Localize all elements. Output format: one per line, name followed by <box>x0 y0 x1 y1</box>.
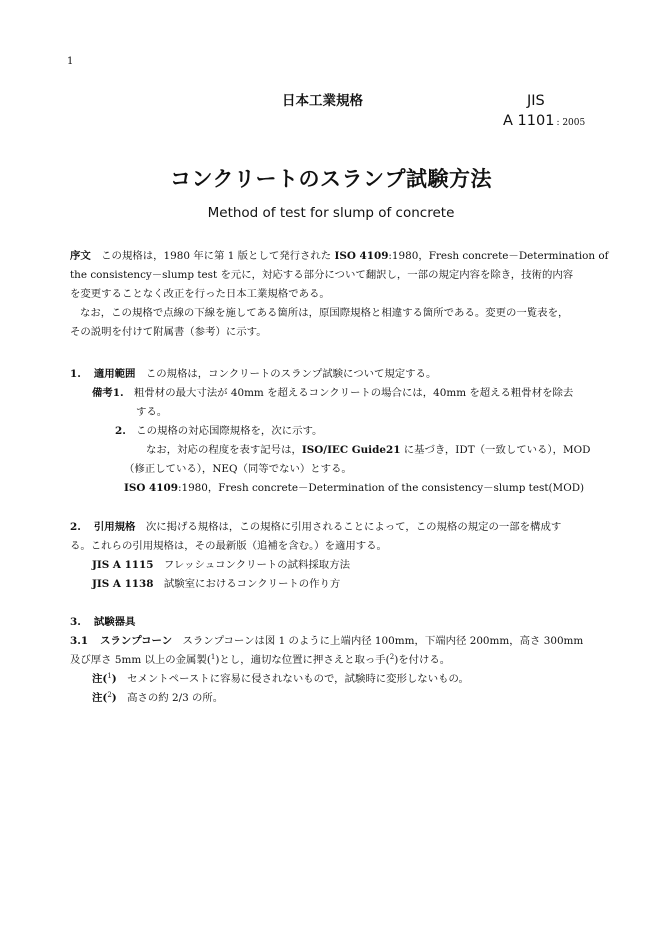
standard-type-label: 日本工業規格 <box>282 93 363 109</box>
section-3-1-line-1: 3.1 スランプコーン スランプコーンは図 1 のように上端内径 100mm，下端内径 200mm，高さ 300mm <box>70 635 584 647</box>
footnote: 注($^1$) セメントペーストに容易に侵されないもので，試験時に変形しないもの。 <box>92 672 469 685</box>
section-1-note-1-cont: する。 <box>136 406 168 418</box>
page-subtitle: Method of test for slump of concrete <box>207 205 455 221</box>
section-3-heading: 3. 試験器具 <box>70 616 136 628</box>
foreword-line-4: なお，この規格で点線の下線を施してある箇所は，原国際規格と相違する箇所である。変更の一覧表を， <box>80 307 569 319</box>
standard-number <box>503 114 585 129</box>
footnote: 注($^2$) 高さの約 2/3 の所。 <box>92 691 224 704</box>
foreword-line-3: を変更することなく改正を行った日本工業規格である。 <box>70 288 330 300</box>
foreword-line-1: 序文 この規格は，1980 年に第 1 版として発行された ISO 4109:1980，Fresh concrete－Determination of <box>70 250 609 262</box>
reference-item: JIS A 1138 試験室におけるコンクリートの作り方 <box>92 578 341 590</box>
section-1-heading: 1. 適用範囲 この規格は，コンクリートのスランプ試験について規定する。 <box>70 368 437 380</box>
section-1-note-1: 備考1. 粗骨材の最大寸法が 40mm を超えるコンクリートの場合には，40mm を超える粗骨材を除去 <box>92 387 574 399</box>
section-2-heading: 2. 引用規格 次に掲げる規格は，この規格に引用されることによって，この規格の規定の一部を構成す <box>70 521 562 533</box>
standard-year: : 2005 <box>556 118 586 128</box>
iso-reference: ISO 4109:1980，Fresh concrete－Determination of the consistency－slump test(MOD) <box>124 482 585 494</box>
section-1-note-2-line-2: なお，対応の程度を表す記号は，ISO/IEC Guide21 に基づき，IDT（一致している），MOD <box>146 444 591 456</box>
section-1-note-2: 2. この規格の対応国際規格を，次に示す。 <box>115 425 323 437</box>
section-1-note-2-line-3: （修正している），NEQ（同等でない）とする。 <box>124 463 352 475</box>
reference-item: JIS A 1115 フレッシュコンクリートの試料採取方法 <box>92 559 350 571</box>
foreword-line-2: the consistency－slump test を元に，対応する部分について翻訳し，一部の規定内容を除き，技術的内容 <box>70 269 574 281</box>
page-title: コンクリートのスランプ試験方法 <box>169 167 493 191</box>
page-number: 1 <box>67 56 74 67</box>
foreword-heading: 序文 <box>70 250 91 262</box>
foreword-line-5: その説明を付けて附属書（参考）に示す。 <box>70 326 267 338</box>
standard-number-main: A 1101 <box>503 113 555 129</box>
section-3-1-line-2: 及び厚さ 5mm 以上の金属製($^1$)とし，適切な位置に押さえと取っ手($^2$)を付ける。 <box>70 653 451 666</box>
section-2-line-2: る。これらの引用規格は，その最新版（追補を含む。）を適用する。 <box>70 540 387 552</box>
standard-code: JIS <box>527 93 545 109</box>
